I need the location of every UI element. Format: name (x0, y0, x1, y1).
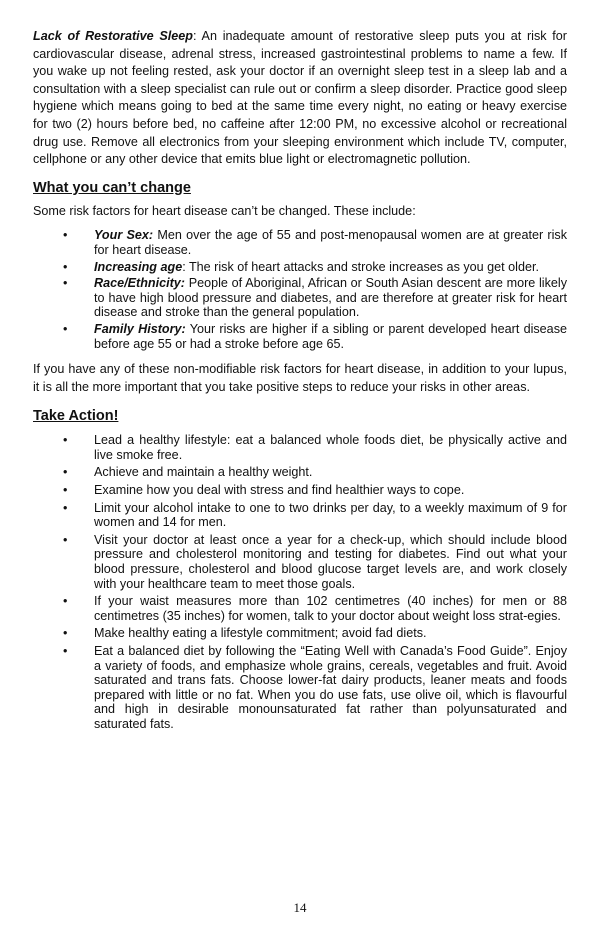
list-item (33, 465, 567, 480)
page-number: 14 (293, 900, 307, 915)
list-item (33, 644, 567, 732)
bullet-icon: • (63, 321, 68, 336)
list-item (33, 260, 567, 275)
bullet-icon: • (63, 594, 68, 609)
list-item-term: Family History: (94, 321, 186, 336)
list-item-text: : The risk of heart attacks and stroke increases as you get older. (182, 259, 539, 274)
list-item-text: Examine how you deal with stress and find healthier ways to cope. (94, 483, 465, 498)
sleep-text: : An inadequate amount of restorative sleep puts you at risk for cardiovascular disease, adrenal stress, increased gastrointestinal problems to name a few. If you wake up not feeling rested, ask your doctor if an overnight sleep test in a sleep lab and a consultation with a sleep specialist can rule out or confirm a sleep disorder. Practice good sleep hygiene which means going to bed at the same time every night, no eating or heavy exercise for two (2) hours before bed, no caffeine after 12:00 PM, no excessive alcohol or recreational drug use. Remove all electronics from your sleeping environment which include TV, computer, cellphone or any other device that emits blue light or electromagnetic pollution. (33, 29, 567, 167)
action-list (33, 433, 567, 731)
list-item-text: Visit your doctor at least once a year for a check-up, which should include blood pressure and cholesterol monitoring and testing for diabetes. Find out what your blood pressure, cholesterol and blood glucose target levels are, and work closely with your healthcare team to meet those goals. (94, 532, 567, 591)
bullet-icon: • (63, 276, 68, 291)
list-item-term: Increasing age (94, 259, 183, 274)
sleep-paragraph (33, 28, 567, 169)
section1-closing: If you have any of these non-modifiable risk factors for heart disease, in addition to your lupus, it is all the more important that you take positive steps to reduce your risks in other areas. (33, 362, 567, 394)
section-heading-take-action: Take Action! (33, 408, 119, 425)
list-item-text: Limit your alcohol intake to one to two drinks per day, to a weekly maximum of 9 for women and 14 for men. (94, 500, 567, 530)
list-item (33, 501, 567, 530)
list-item (33, 228, 567, 257)
list-item-text: If your waist measures more than 102 centimetres (40 inches) for men or 88 centimetres (35 inches) for women, talk to your doctor about weight loss strat-egies. (94, 594, 567, 623)
list-item-text: Your risks are higher if a sibling or parent developed heart disease before age 55 or had a stroke before age 65. (94, 321, 567, 351)
list-item (33, 594, 567, 623)
list-item (33, 626, 567, 641)
sleep-term: Lack of Restorative Sleep (33, 29, 194, 43)
section-heading-cant-change: What you can’t change (33, 179, 191, 196)
list-item-term: Your Sex: (94, 228, 154, 243)
risk-factor-list (33, 228, 567, 351)
list-item-text: Men over the age of 55 and post-menopausal women are at greater risk for heart disease. (94, 228, 567, 257)
bullet-icon: • (63, 433, 68, 448)
list-item (33, 276, 567, 320)
list-item (33, 433, 567, 462)
list-item (33, 533, 567, 591)
bullet-icon: • (63, 483, 68, 498)
list-item-text: People of Aboriginal, African or South Asian descent are more likely to have high blood pressure and diabetes, and are therefore at greater risk for heart disease and stroke than the general population. (94, 276, 567, 320)
bullet-icon: • (63, 532, 68, 547)
bullet-icon: • (63, 644, 68, 658)
list-item-text: Achieve and maintain a healthy weight. (94, 465, 313, 480)
document-page (33, 28, 567, 735)
list-item-term: Race/Ethnicity: (94, 276, 185, 291)
list-item-text: Lead a healthy lifestyle: eat a balanced whole foods diet, be physically active and live smoke free. (94, 433, 567, 462)
list-item-text: Make healthy eating a lifestyle commitment; avoid fad diets. (94, 626, 427, 641)
bullet-icon: • (63, 228, 68, 243)
bullet-icon: • (63, 500, 68, 515)
bullet-icon: • (63, 259, 68, 274)
bullet-icon: • (63, 626, 68, 641)
list-item (33, 483, 567, 498)
list-item (33, 322, 567, 351)
list-item-text: Eat a balanced diet by following the “Eating Well with Canada’s Food Guide”. Enjoy a variety of foods, and emphasize whole grains, cereals, vegetables and fruit. Avoid saturated and trans fats. Choose lower-fat dairy products, leaner meats and foods prepared with little or no fat. When you do use fats, use olive oil, which is flavourful and high in desirable monounsaturated fat rather than polyunsaturated and saturated fats. (94, 644, 567, 731)
bullet-icon: • (63, 465, 68, 480)
section1-intro: Some risk factors for heart disease can’t be changed. These include: (33, 203, 416, 218)
